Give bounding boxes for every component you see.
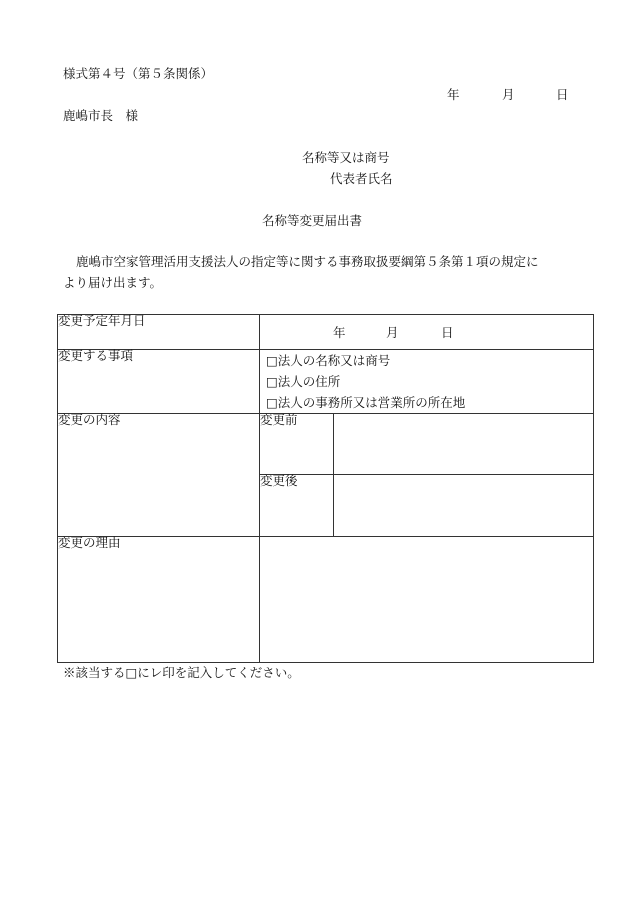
before-label: 変更前 <box>260 414 334 475</box>
addressee: 鹿嶋市長 様 <box>63 108 139 123</box>
date-day: 日 <box>556 87 569 102</box>
scheduled-year: 年 <box>333 325 346 340</box>
change-items-label: 変更する事項 <box>58 350 260 414</box>
intro-line-1: 鹿嶋市空家管理活用支援法人の指定等に関する事務取扱要綱第５条第１項の規定に <box>76 254 539 269</box>
option-office-location[interactable]: □法人の事務所又は営業所の所在地 <box>266 395 466 410</box>
option-name-or-trade-name[interactable]: □法人の名称又は商号 <box>266 353 391 368</box>
representative-label: 代表者氏名 <box>330 171 393 186</box>
scheduled-date-label: 変更予定年月日 <box>58 315 260 350</box>
option-address[interactable]: □法人の住所 <box>266 374 341 389</box>
content-label: 変更の内容 <box>58 414 260 537</box>
after-label: 変更後 <box>260 475 334 537</box>
reason-label: 変更の理由 <box>58 537 260 663</box>
date-month: 月 <box>502 87 515 102</box>
scheduled-date-field[interactable] <box>260 315 594 350</box>
before-field[interactable] <box>334 414 594 475</box>
footnote: ※該当する□にレ印を記入してください。 <box>63 665 300 680</box>
row-scheduled-date <box>58 315 594 350</box>
applicant-name-label: 名称等又は商号 <box>302 150 390 165</box>
after-field[interactable] <box>334 475 594 537</box>
scheduled-day: 日 <box>441 325 454 340</box>
row-reason <box>58 537 594 663</box>
date-year: 年 <box>447 87 460 102</box>
change-form-table <box>57 314 594 663</box>
change-items-options <box>260 350 594 414</box>
reason-field[interactable] <box>260 537 594 663</box>
scheduled-month: 月 <box>386 325 399 340</box>
row-content-before <box>58 414 594 475</box>
document-title: 名称等変更届出書 <box>262 213 363 228</box>
intro-line-2: より届け出ます。 <box>63 275 163 290</box>
form-number: 様式第４号（第５条関係） <box>63 66 214 81</box>
row-change-items <box>58 350 594 414</box>
